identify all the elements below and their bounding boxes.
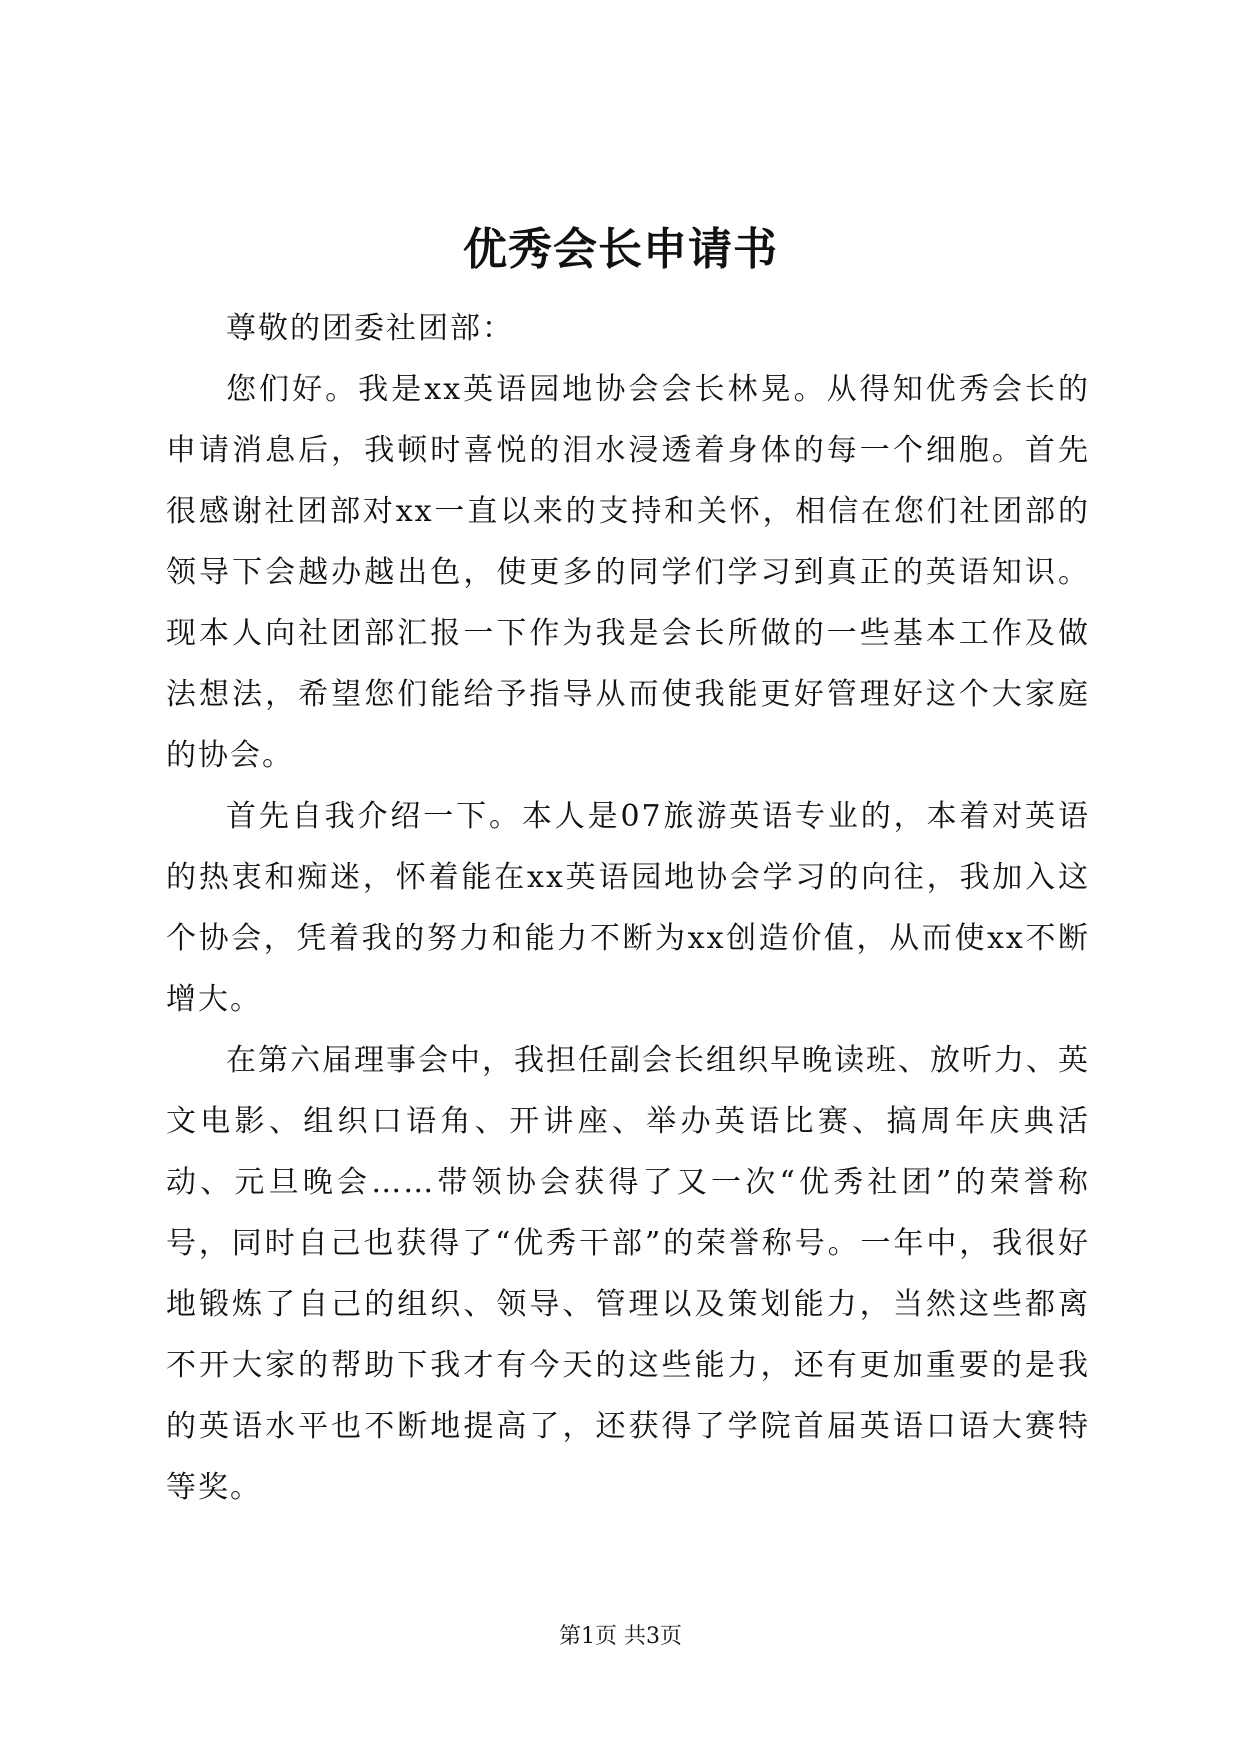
page-number-footer: 第1页 共3页 bbox=[559, 1624, 682, 1649]
salutation: 尊敬的团委社团部： bbox=[226, 311, 514, 346]
paragraph-2: 首先自我介绍一下。本人是07旅游英语专业的，本着对英语的热衷和痴迷，怀着能在xx英语园地协会学习的向往，我加入这个协会，凭着我的努力和能力不断为xx创造价值，从而使xx不断增大。 bbox=[166, 799, 1090, 1017]
document-title: 优秀会长申请书 bbox=[463, 224, 778, 275]
paragraph-1: 您们好。我是xx英语园地协会会长林晃。从得知优秀会长的申请消息后，我顿时喜悦的泪水浸透着身体的每一个细胞。首先很感谢社团部对xx一直以来的支持和关怀，相信在您们社团部的领导下会越办越出色，使更多的同学们学习到真正的英语知识。现本人向社团部汇报一下作为我是会长所做的一些基本工作及做法想法，希望您们能给予指导从而使我能更好管理好这个大家庭的协会。 bbox=[166, 372, 1090, 773]
paragraph-3: 在第六届理事会中，我担任副会长组织早晚读班、放听力、英文电影、组织口语角、开讲座、举办英语比赛、搞周年庆典活动、元旦晚会……带领协会获得了又一次“优秀社团”的荣誉称号，同时自己也获得了“优秀干部”的荣誉称号。一年中，我很好地锻炼了自己的组织、领导、管理以及策划能力，当然这些都离不开大家的帮助下我才有今天的这些能力，还有更加重要的是我的英语水平也不断地提高了，还获得了学院首届英语口语大赛特等奖。 bbox=[166, 1043, 1090, 1505]
document-body bbox=[166, 298, 1090, 1518]
